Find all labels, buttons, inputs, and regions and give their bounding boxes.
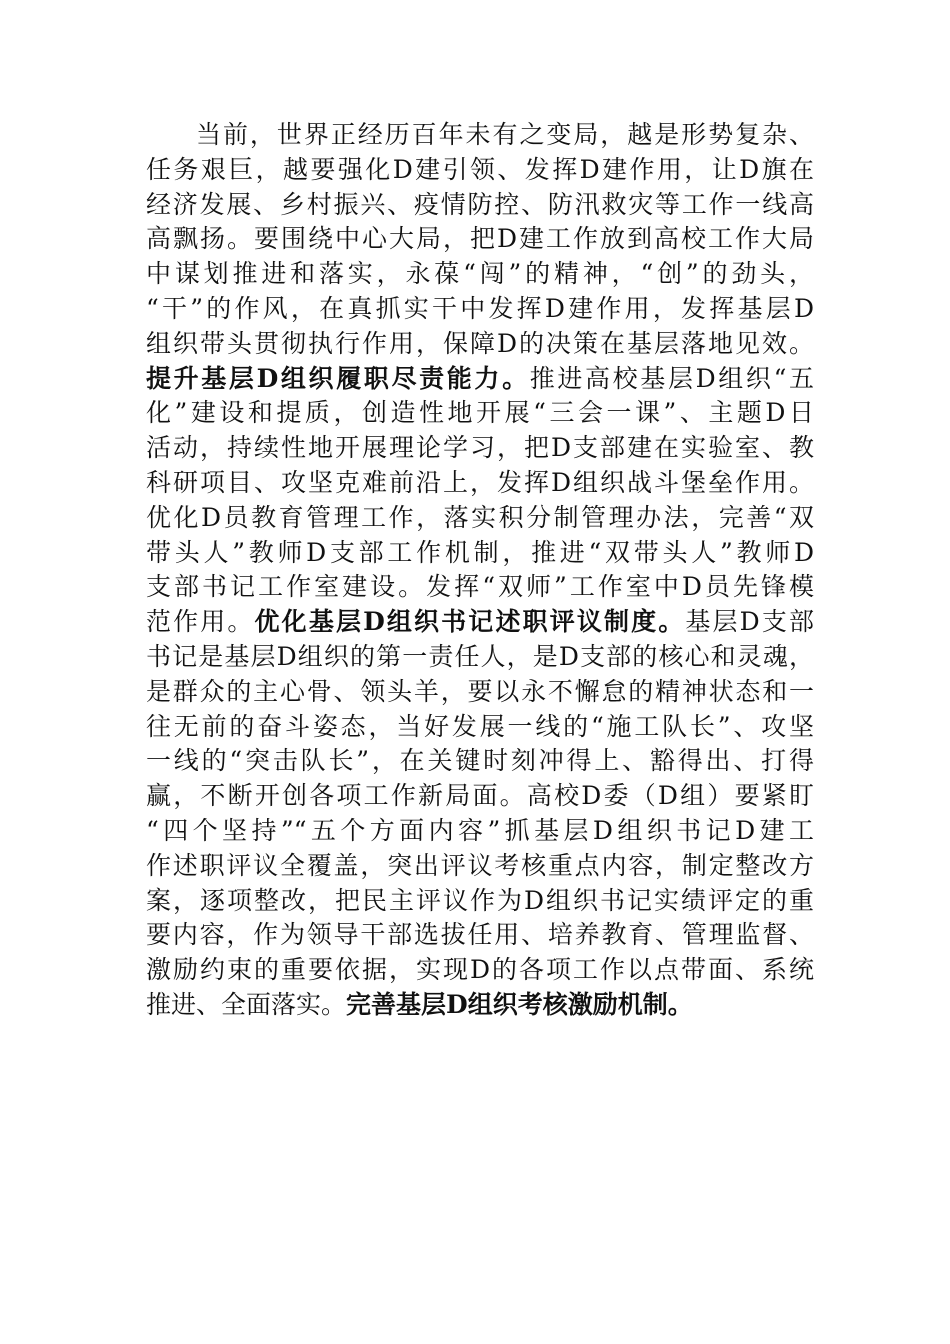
- body-text: 范作用。: [146, 607, 255, 637]
- text-line: [146, 814, 814, 849]
- text-line: [146, 327, 814, 362]
- text-line: [146, 222, 814, 257]
- text-line: [146, 501, 814, 536]
- text-line: [146, 153, 814, 188]
- body-text: 推进、全面落实。: [146, 989, 347, 1019]
- bold-heading-text: 完善基层D组织考核激励机制。: [346, 989, 693, 1019]
- bold-heading-text: 优化基层D组织书记述职评议制度。: [254, 607, 686, 637]
- text-line: [146, 466, 814, 501]
- text-line: [146, 744, 814, 779]
- body-text: 要内容，作为领导干部选拔任用、培养教育、管理监督、: [146, 920, 814, 950]
- text-line: [146, 605, 814, 640]
- body-text: 基层D支部: [685, 607, 814, 637]
- body-text: 往无前的奋斗姿态，当好发展一线的“施工队长”、攻坚: [146, 711, 814, 741]
- body-text: 是群众的主心骨、领头羊，要以永不懈怠的精神状态和一: [146, 676, 814, 706]
- body-text: 活动，持续性地开展理论学习，把D支部建在实验室、教: [146, 433, 814, 463]
- body-paragraph: [146, 118, 814, 1023]
- body-text: 一线的“突击队长”，在关键时刻冲得上、豁得出、打得: [146, 746, 814, 776]
- text-line: [146, 779, 814, 814]
- text-line: [146, 640, 814, 675]
- text-line: [146, 675, 814, 710]
- text-line: [146, 849, 814, 884]
- text-line: [146, 536, 814, 571]
- body-text: 推进高校基层D组织“五: [529, 363, 814, 393]
- text-line: [146, 118, 814, 153]
- body-text: 组织带头贯彻执行作用，保障D的决策在基层落地见效。: [146, 328, 814, 358]
- body-text: 经济发展、乡村振兴、疫情防控、防汛救灾等工作一线高: [146, 189, 814, 219]
- body-text: “干”的作风，在真抓实干中发挥D建作用，发挥基层D: [146, 293, 814, 323]
- text-line: [146, 953, 814, 988]
- body-text: 优化D员教育管理工作，落实积分制管理办法，完善“双: [146, 502, 814, 532]
- body-text: “四个坚持”“五个方面内容”抓基层D组织书记D建工: [146, 815, 814, 845]
- text-line: [146, 431, 814, 466]
- body-text: 科研项目、攻坚克难前沿上，发挥D组织战斗堡垒作用。: [146, 467, 814, 497]
- body-text: 支部书记工作室建设。发挥“双师”工作室中D员先锋模: [146, 572, 814, 602]
- text-line: [146, 884, 814, 919]
- body-text: 激励约束的重要依据，实现D的各项工作以点带面、系统: [146, 955, 814, 985]
- text-line: [146, 396, 814, 431]
- text-line: [146, 710, 814, 745]
- text-line: [146, 570, 814, 605]
- body-text: 中谋划推进和落实，永葆“闯”的精神，“创”的劲头，: [146, 259, 814, 289]
- body-text: 当前，世界正经历百年未有之变局，越是形势复杂、: [196, 120, 814, 149]
- body-text: 赢，不断开创各项工作新局面。高校D委（D组）要紧盯: [146, 781, 814, 811]
- body-text: 高飘扬。要围绕中心大局，把D建工作放到高校工作大局: [146, 224, 814, 254]
- text-line: [146, 988, 814, 1023]
- body-text: 任务艰巨，越要强化D建引领、发挥D建作用，让D旗在: [146, 154, 814, 184]
- body-text: 书记是基层D组织的第一责任人，是D支部的核心和灵魂，: [146, 641, 814, 671]
- text-line: [146, 292, 814, 327]
- body-text: 带头人”教师D支部工作机制，推进“双带头人”教师D: [146, 537, 814, 567]
- body-text: 作述职评议全覆盖，突出评议考核重点内容，制定整改方: [146, 850, 814, 880]
- text-line: [146, 257, 814, 292]
- bold-heading-text: 提升基层D组织履职尽责能力。: [146, 363, 530, 393]
- body-text: 化”建设和提质，创造性地开展“三会一课”、主题D日: [146, 398, 814, 428]
- text-line: [146, 362, 814, 397]
- text-line: [146, 918, 814, 953]
- text-line: [146, 188, 814, 223]
- body-text: 案，逐项整改，把民主评议作为D组织书记实绩评定的重: [146, 885, 814, 915]
